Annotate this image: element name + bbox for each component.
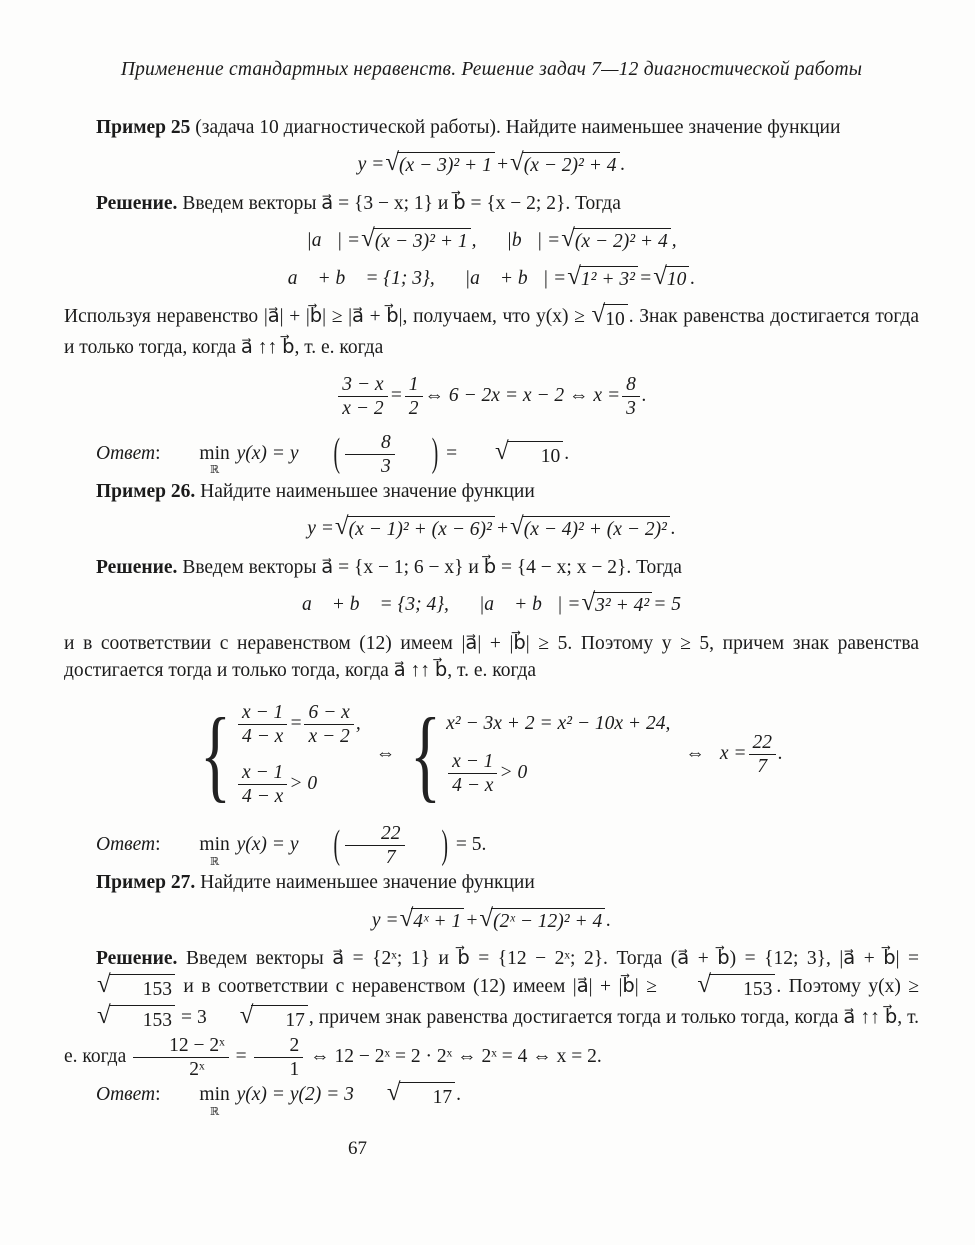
fraction	[749, 731, 777, 778]
sqrt-expression	[510, 149, 620, 178]
solution-label: Решение.	[96, 556, 178, 578]
radicand: 4ˣ + 1	[411, 908, 464, 934]
answer-text: = 5.	[451, 834, 487, 856]
cases-block	[410, 696, 671, 812]
numerator: 8	[345, 431, 395, 455]
ex25-equation-norms	[64, 225, 919, 254]
sqrt-expression	[561, 225, 671, 254]
ex26-heading	[64, 478, 919, 506]
denominator: 2	[408, 397, 419, 419]
ex26-heading-bold: Пример 26.	[96, 480, 196, 502]
solution-label: Решение.	[96, 192, 178, 214]
denominator: 3	[381, 455, 391, 477]
ex25-heading-bold: Пример 25	[96, 116, 191, 138]
fraction	[238, 701, 287, 748]
ex25-equation-chain	[64, 373, 919, 420]
sqrt-expression	[65, 1001, 175, 1035]
eq-text: .	[606, 909, 612, 931]
solution-text: = 3	[175, 1006, 207, 1028]
min-operator	[167, 835, 229, 868]
eq-group	[306, 225, 477, 254]
eq-group	[288, 267, 435, 291]
answer-label: Ответ	[96, 1084, 156, 1106]
ex27-answer	[64, 1081, 919, 1118]
denominator: 2ˣ	[189, 1059, 205, 1081]
radical-sign: √	[361, 225, 375, 253]
eq-text: |b⃗| =	[506, 230, 561, 252]
numerator: 22	[345, 822, 405, 846]
sqrt-expression	[591, 301, 627, 334]
cases-row	[236, 701, 361, 748]
radical-sign: √	[581, 589, 596, 617]
ex25-equation-sum	[64, 262, 919, 292]
numerator: 1	[405, 373, 423, 397]
ex25-solution-intro	[64, 190, 919, 218]
fraction	[345, 822, 405, 869]
solution-text: . Поэтому y(x) ≥	[776, 975, 919, 997]
ex25-heading-text: (задача 10 диагностической работы). Найдите наименьшее значение функции	[190, 116, 841, 138]
radical-sign: √	[479, 904, 494, 932]
left-paren: (	[333, 432, 340, 476]
solution-text: =	[230, 1046, 252, 1068]
denominator: x − 2	[342, 397, 384, 419]
cases-row	[236, 761, 317, 808]
radicand: (x − 3)² + 1	[397, 152, 495, 178]
paragraph-text: Используя неравенство |a⃗| + |b⃗| ≥ |a⃗ + b⃗|, получаем, что y(x) ≥	[64, 306, 591, 328]
fraction	[133, 1034, 229, 1081]
eq-group	[506, 225, 677, 254]
sqrt-expression	[510, 513, 670, 542]
radicand: (2ˣ − 12)² + 4	[491, 908, 605, 934]
eq-text: +	[495, 154, 509, 176]
running-head: Применение стандартных неравенств. Решение задач 7—12 диагностической работы	[120, 59, 863, 80]
fraction	[338, 373, 387, 420]
sqrt-expression	[463, 437, 563, 471]
ex25-heading	[64, 114, 919, 142]
eq-text: =	[639, 267, 653, 289]
right-paren: )	[431, 432, 439, 476]
answer-text: y(x) = y(2) = 3	[231, 1084, 354, 1106]
sqrt-expression	[334, 513, 495, 542]
solution-text: Введем векторы a⃗ = {3 − x; 1} и b⃗ = {x − 2; 2}. Тогда	[177, 192, 621, 214]
radicand: (x − 2)² + 4	[522, 152, 620, 178]
eq-text: x² − 3x + 2 = x² − 10x + 24,	[446, 713, 671, 735]
radical-sign: √	[386, 1079, 401, 1107]
fraction	[238, 761, 287, 808]
paragraph-text: . Знак равенства достигается тогда и только тогда, когда a⃗ ↑↑ b⃗, т. е. когда	[64, 306, 919, 358]
min-label: min	[199, 1084, 230, 1106]
sqrt-expression	[581, 589, 652, 618]
solution-text: ⇔ 12 − 2ˣ = 2 · 2ˣ ⇔ 2ˣ = 4 ⇔ x = 2.	[305, 1046, 602, 1068]
denominator: x − 2	[308, 726, 350, 748]
answer-text: .	[564, 442, 570, 464]
numerator: 2	[254, 1034, 304, 1058]
ex25-equation-main	[64, 149, 919, 178]
cases-rows	[446, 712, 670, 796]
min-subscript: ℝ	[210, 464, 220, 477]
min-label: min	[199, 834, 230, 856]
radical-sign: √	[561, 225, 575, 253]
numerator: 12 − 2ˣ	[133, 1034, 229, 1058]
eq-group	[720, 731, 783, 778]
radicand: 10	[665, 266, 690, 292]
radicand: 10	[603, 304, 628, 334]
min-operator	[167, 444, 229, 477]
cases-brace: {	[200, 696, 232, 812]
ex27-heading-text: Найдите наименьшее значение функции	[195, 872, 535, 894]
radical-sign: √	[697, 970, 712, 998]
ex25-discussion	[64, 303, 919, 361]
numerator: x − 1	[238, 761, 287, 785]
radicand: 153	[709, 974, 775, 1004]
cases-row	[446, 750, 527, 797]
radical-sign: √	[97, 970, 111, 998]
eq-text: > 0	[499, 762, 528, 784]
ex26-system	[64, 696, 919, 812]
answer-text: :	[155, 442, 166, 464]
ex26-equation-main	[64, 513, 919, 542]
sqrt-expression	[208, 1001, 308, 1035]
eq-text: ,	[671, 230, 677, 252]
eq-text: ,	[471, 230, 477, 252]
answer-label: Ответ	[96, 442, 156, 464]
eq-text: .	[778, 743, 783, 765]
radicand: 153	[109, 974, 175, 1004]
solution-text: Введем векторы a⃗ = {2ˣ; 1} и b⃗ = {12 − 2ˣ; 2}. Тогда (a⃗ + b⃗) = {12; 3}, |a⃗ + b⃗| =	[177, 948, 919, 970]
cases-block	[200, 696, 361, 812]
radical-sign: √	[567, 262, 581, 290]
eq-text: > 0	[289, 773, 318, 795]
radical-sign: √	[97, 1001, 111, 1029]
radicand: 1² + 3²	[579, 266, 638, 292]
radical-sign: √	[591, 301, 606, 329]
sqrt-expression	[567, 262, 638, 292]
sqrt-expression	[479, 904, 605, 934]
cases-rows	[236, 701, 361, 808]
fraction	[448, 750, 497, 797]
numerator: 3 − x	[338, 373, 387, 397]
numerator: x − 1	[448, 750, 497, 774]
denominator: 1	[289, 1059, 300, 1081]
answer-text: :	[155, 1084, 166, 1106]
ex26-heading-text: Найдите наименьшее значение функции	[195, 480, 535, 502]
eq-text: a⃗ + b⃗ = {1; 3},	[287, 267, 435, 289]
sqrt-expression	[361, 225, 471, 254]
radicand: 3² + 4²	[593, 592, 652, 618]
eq-text: +	[495, 518, 509, 540]
eq-text: y =	[357, 154, 385, 176]
denominator: 4 − x	[452, 774, 494, 796]
right-paren: )	[441, 824, 448, 868]
radical-sign: √	[334, 513, 349, 541]
denominator: 3	[626, 397, 636, 419]
radicand: (x − 3)² + 1	[373, 228, 471, 254]
radical-sign: √	[495, 437, 509, 465]
fraction	[405, 373, 423, 420]
answer-text: .	[456, 1084, 461, 1106]
answer-text: =	[441, 442, 462, 464]
radicand: (x − 1)² + (x − 6)²	[347, 516, 495, 542]
ex27-equation-main	[64, 904, 919, 934]
eq-text: .	[620, 154, 626, 176]
eq-group	[302, 593, 449, 617]
eq-text: y =	[371, 909, 399, 931]
eq-text: = 5	[653, 594, 682, 616]
ex26-answer	[64, 822, 919, 869]
numerator: 6 − x	[304, 701, 353, 725]
fraction	[254, 1034, 304, 1081]
eq-text: a⃗ + b⃗ = {3; 4},	[301, 594, 449, 616]
sqrt-expression	[355, 1079, 455, 1112]
cases-brace: {	[410, 696, 442, 812]
sqrt-expression	[65, 970, 175, 1004]
solution-label: Решение.	[96, 948, 178, 970]
ex27-heading	[64, 869, 919, 897]
fraction	[304, 701, 353, 748]
solution-text: , причем знак равенства достигается тогда и только тогда, когда a⃗ ↑↑ b⃗, т. е. когда	[64, 1006, 920, 1068]
numerator: 22	[749, 731, 777, 755]
radical-sign: √	[510, 513, 524, 541]
radicand: 17	[399, 1082, 456, 1112]
radical-sign: √	[385, 149, 400, 177]
sqrt-expression	[385, 149, 495, 178]
eq-text: =	[289, 713, 303, 735]
eq-text: y =	[307, 518, 334, 540]
left-paren: (	[333, 824, 340, 868]
answer-label: Ответ	[96, 834, 156, 856]
fraction	[345, 431, 395, 478]
eq-text: |a⃗ + b⃗| =	[478, 594, 581, 616]
answer-text: :	[155, 834, 166, 856]
ex26-solution-intro	[64, 554, 919, 582]
min-subscript: ℝ	[210, 855, 220, 868]
ex27-heading-bold: Пример 27.	[96, 872, 196, 894]
eq-text: .	[690, 267, 696, 289]
eq-text: |a⃗| =	[306, 230, 361, 252]
eq-group	[464, 262, 696, 292]
answer-text: y(x) = y	[231, 442, 299, 464]
radicand: (x − 2)² + 4	[573, 228, 671, 254]
radicand: 153	[109, 1005, 175, 1035]
ex27-solution	[64, 945, 919, 1081]
min-label: min	[199, 442, 230, 464]
ex25-answer	[64, 431, 919, 478]
sqrt-expression	[399, 904, 465, 934]
radical-sign: √	[399, 904, 414, 932]
sqrt-expression	[653, 262, 689, 292]
eq-text: x =	[719, 743, 747, 765]
sqrt-expression	[665, 970, 775, 1004]
solution-text: Введем векторы a⃗ = {x − 1; 6 − x} и b⃗ = {4 − x; x − 2}. Тогда	[177, 556, 682, 578]
radical-sign: √	[653, 262, 667, 290]
eq-group	[478, 589, 682, 618]
eq-text: |a⃗ + b⃗| =	[464, 267, 567, 289]
eq-text: ,	[355, 713, 361, 735]
denominator: 7	[757, 756, 768, 778]
denominator: 4 − x	[241, 786, 284, 808]
page-number: 67	[348, 1138, 367, 1159]
min-operator	[167, 1085, 229, 1118]
min-subscript: ℝ	[210, 1105, 220, 1118]
denominator: 4 − x	[241, 726, 284, 748]
radicand: 10	[507, 441, 564, 471]
numerator: 8	[622, 373, 640, 397]
iff-arrow: ⇔	[685, 743, 705, 765]
eq-text: .	[641, 384, 647, 406]
radical-sign: √	[239, 1001, 254, 1029]
fraction	[622, 373, 640, 420]
iff-arrow: ⇔	[375, 743, 396, 765]
radicand: (x − 4)² + (x − 2)²	[522, 516, 670, 542]
eq-text: ⇔ 6 − 2x = x − 2 ⇔ x =	[424, 384, 621, 406]
eq-text: =	[389, 384, 403, 406]
radicand: 17	[251, 1005, 308, 1035]
eq-text: .	[670, 518, 676, 540]
radical-sign: √	[510, 149, 524, 177]
denominator: 7	[385, 847, 396, 869]
eq-text: +	[465, 909, 479, 931]
ex26-discussion: и в соответствии с неравенством (12) имеем |a⃗| + |b⃗| ≥ 5. Поэтому y ≥ 5, причем знак равенства достигается тогда и только тогда, когда a⃗ ↑↑ b⃗, т. е. когда	[64, 632, 919, 682]
cases-row	[446, 712, 670, 736]
solution-text: и в соответствии с неравенством (12) имеем |a⃗| + |b⃗| ≥	[175, 975, 665, 997]
answer-text: y(x) = y	[231, 834, 299, 856]
ex26-equation-sum	[64, 589, 919, 618]
numerator: x − 1	[238, 701, 287, 725]
